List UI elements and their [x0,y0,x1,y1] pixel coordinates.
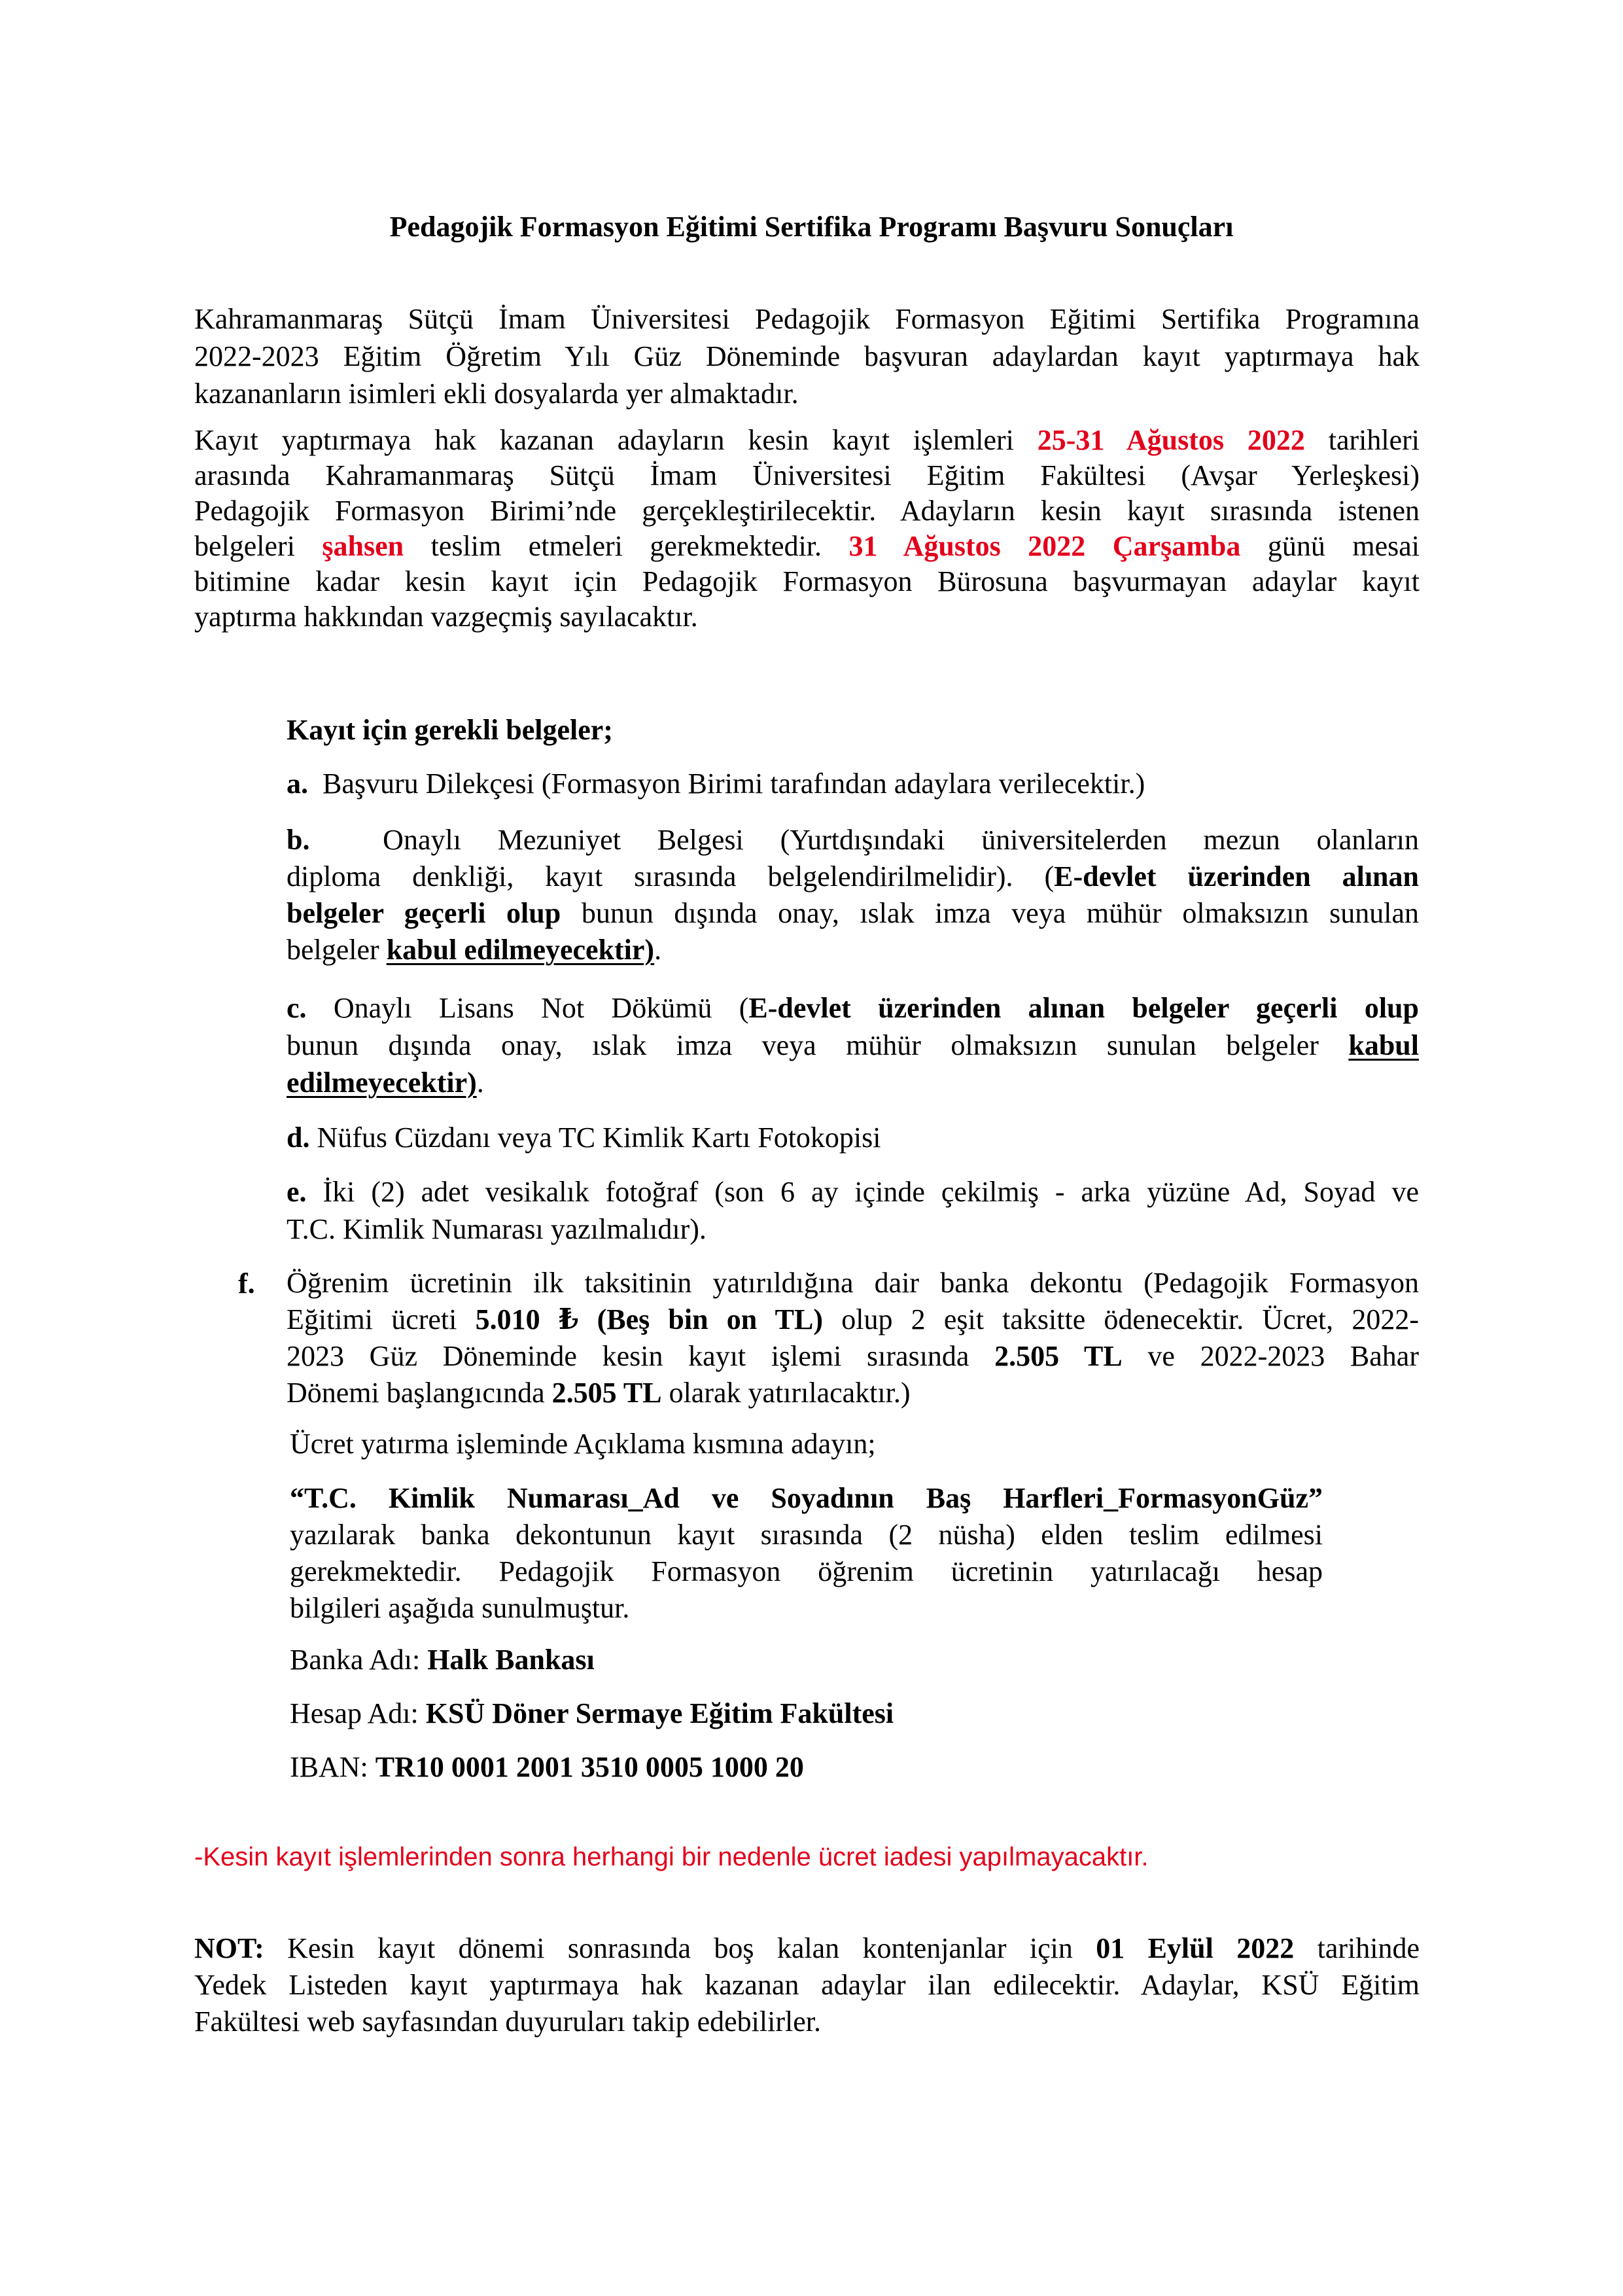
intro-line: Kahramanmaraş Sütçü İmam Üniversitesi Pedagojik Formasyon Eğitimi Sertifika Programına [194,303,1420,335]
account-name: KSÜ Döner Sermaye Eğitim Fakültesi [425,1697,894,1729]
item-text: Nüfus Cüzdanı veya TC Kimlik Kartı Fotokopisi [309,1122,881,1154]
document-item-b: b. Onaylı Mezuniyet Belgesi (Yurtdışındaki üniversitelerden mezun olanların diploma denkliği, kayıt sırasında belgelendirilmelidir). (E-devlet üzerinden alınan belgeler geçerli olup bunun dışında onay, ıslak imza veya mühür olmaksızın sunulan belgeler kabul edilmeyecektir). [287,824,1419,966]
registration-line: yaptırma hakkından vazgeçmiş sayılacaktır. [194,601,698,633]
not-accepted-notice: edilmeyecektir) [287,1067,477,1099]
registration-line: Pedagojik Formasyon Birimi’nde gerçekleştirilecektir. Adayların kesin kayıt sırasında istenen [194,495,1420,527]
item-marker: f. [238,1267,255,1299]
item-marker: d. [287,1122,310,1154]
refund-notice: -Kesin kayıt işlemlerinden sonra herhangi bir nedenle ücret iadesi yapılmayacaktır. [194,1843,1149,1871]
documents-heading: Kayıt için gerekli belgeler; [287,714,613,746]
installment-fee: 2.505 TL [551,1377,662,1409]
document-item-a [287,765,1145,802]
bank-name: Halk Bankası [427,1644,595,1676]
payment-description-format: “T.C. Kimlik Numarası_Ad ve Soyadının Baş Harfleri_FormasyonGüz” [290,1482,1323,1514]
item-marker: a. [287,768,308,800]
bank-name-row: Banka Adı: Halk Bankası [290,1644,595,1676]
installment-fee: 2.505 TL [994,1340,1123,1372]
payment-format-paragraph: “T.C. Kimlik Numarası_Ad ve Soyadının Baş Harfleri_FormasyonGüz” yazılarak banka dekontunun kayıt sırasında (2 nüsha) elden teslim edilmesi gerekmektedir. Pedagojik Formasyon öğrenim ücretinin yatırılacağı hesap bilgileri aşağıda sunulmuştur. [290,1480,1323,1627]
total-fee: 5.010 ₺ (Beş bin on TL) [475,1303,824,1335]
account-name-row: Hesap Adı: KSÜ Döner Sermaye Eğitim Fakültesi [290,1697,894,1729]
document-item-f: Öğrenim ücretinin ilk taksitinin yatırıldığına dair banka dekontu (Pedagojik Formasyon Eğitimi ücreti 5.010 ₺ (Beş bin on TL) olup 2 eşit taksitte ödenecektir. Ücret, 2022- 2023 Güz Döneminde kesin kayıt işlemi sırasında 2.505 TL ve 2022-2023 Bahar Dönemi başlangıcında 2.505 TL olarak yatırılacaktır.) [287,1267,1419,1409]
registration-line: Kayıt yaptırmaya hak kazanan adayların kesin kayıt işlemleri 25-31 Ağustos 2022 tarihleri [194,424,1420,456]
not-accepted-notice: kabul edilmeyecektir) [386,934,655,966]
iban-number: TR10 0001 2001 3510 0005 1000 20 [375,1751,804,1783]
registration-line: belgeleri şahsen teslim etmeleri gerekmektedir. 31 Ağustos 2022 Çarşamba günü mesai [194,530,1420,562]
registration-line: bitimine kadar kesin kayıt için Pedagojik Formasyon Bürosuna başvurmayan adaylar kayıt [194,565,1420,597]
deadline-date: 31 Ağustos 2022 Çarşamba [848,530,1241,562]
intro-line: 2022-2023 Eğitim Öğretim Yılı Güz Döneminde başvuran adaylardan kayıt yaptırmaya hak [194,340,1420,372]
iban-row: IBAN: TR10 0001 2001 3510 0005 1000 20 [290,1751,804,1783]
intro-line: kazananların isimleri ekli dosyalarda yer almaktadır. [194,378,799,410]
document-item-e: e. İki (2) adet vesikalık fotoğraf (son 6 ay içinde çekilmiş - arka yüzüne Ad, Soyad ve T.C. Kimlik Numarası yazılmalıdır). [287,1176,1419,1245]
reserve-list-date: 01 Eylül 2022 [1096,1932,1295,1964]
item-marker: e. [287,1176,307,1208]
document-item-d [287,1119,881,1156]
item-text: Başvuru Dilekçesi (Formasyon Birimi tarafından adaylara verilecektir.) [323,768,1145,800]
registration-date: 25-31 Ağustos 2022 [1037,424,1305,456]
registration-paragraph [194,423,1420,635]
item-marker: c. [287,992,307,1024]
final-note: NOT: Kesin kayıt dönemi sonrasında boş kalan kontenjanlar için 01 Eylül 2022 tarihinde Yedek Listeden kayıt yaptırmaya hak kazanan adaylar ilan edilecektir. Adaylar, KSÜ Eğitim Fakültesi web sayfasından duyuruları takip edebilirler. [194,1932,1420,2038]
item-marker: b. [287,824,310,856]
intro-paragraph [194,300,1420,412]
page-title: Pedagojik Formasyon Eğitimi Sertifika Programı Başvuru Sonuçları [389,211,1234,243]
registration-line: arasında Kahramanmaraş Sütçü İmam Üniversitesi Eğitim Fakültesi (Avşar Yerleşkesi) [194,459,1420,491]
document-item-c: c. Onaylı Lisans Not Dökümü (E-devlet üzerinden alınan belgeler geçerli olup bunun dışında onay, ıslak imza veya mühür olmaksızın sunulan belgeler kabul edilmeyecektir). [287,992,1419,1099]
personal-delivery: şahsen [322,530,404,562]
payment-note: Ücret yatırma işleminde Açıklama kısmına adayın; [290,1428,876,1460]
note-label: NOT: [194,1932,264,1964]
